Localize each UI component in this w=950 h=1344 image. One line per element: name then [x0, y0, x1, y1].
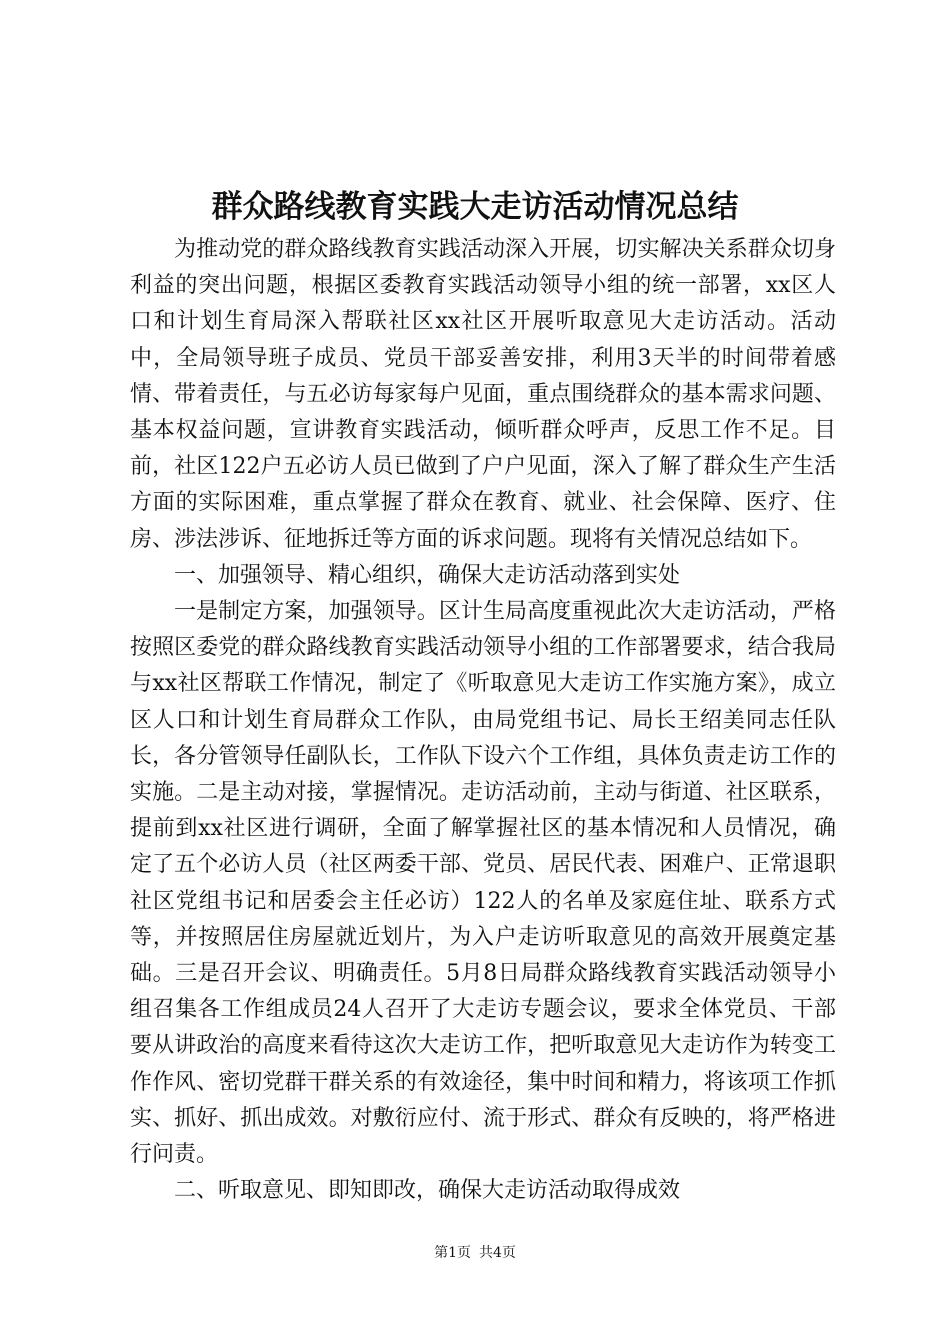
page-number: 第1页 — [434, 1245, 471, 1261]
section-heading-2: 二、听取意见、即知即改，确保大走访活动取得成效 — [174, 1178, 681, 1204]
section-1-paragraph: 一是制定方案，加强领导。区计生局高度重视此次大走访活动，严格按照区委党的群众路线教育实践活动领导小组的工作部署要求，结合我局与xx社区帮联工作情况，制定了《听取意见大走访工作实施方案》，成立区人口和计划生育局群众工作队，由局党组书记、局长王绍美同志任队长，各分管领导任副队长，工作队下设六个工作组，具体负责走访工作的实施。二是主动对接，掌握情况。走访活动前，主动与街道、社区联系，提前到xx社区进行调研，全面了解掌握社区的基本情况和人员情况，确定了五个必访人员（社区两委干部、党员、居民代表、困难户、正常退职社区党组书记和居委会主任必访）122人的名单及家庭住址、联系方式等，并按照居住房屋就近划片，为入户走访听取意见的高效开展奠定基础。三是召开会议、明确责任。5月8日局群众路线教育实践活动领导小组召集各工作组成员24人召开了大走访专题会议，要求全体党员、干部要从讲政治的高度来看待这次大走访工作，把听取意见大走访作为转变工作作风、密切党群干群关系的有效途径，集中时间和精力，将该项工作抓实、抓好、抓出成效。对敷衍应付、流于形式、群众有反映的，将严格进行问责。 — [130, 599, 836, 1168]
intro-paragraph: 为推动党的群众路线教育实践活动深入开展，切实解决关系群众切身利益的突出问题，根据区委教育实践活动领导小组的统一部署，xx区人口和计划生育局深入帮联社区xx社区开展听取意见大走访活动。活动中，全局领导班子成员、党员干部妥善安排，利用3天半的时间带着感情、带着责任，与五必访每家每户见面，重点围绕群众的基本需求问题、基本权益问题，宣讲教育实践活动，倾听群众呼声，反思工作不足。目前，社区122户五必访人员已做到了户户见面，深入了解了群众生产生活方面的实际困难，重点掌握了群众在教育、就业、社会保障、医疗、住房、涉法涉诉、征地拆迁等方面的诉求问题。现将有关情况总结如下。 — [130, 237, 836, 552]
page-footer — [0, 1243, 950, 1263]
document-body — [130, 232, 836, 1209]
section-heading-1: 一、加强领导、精心组织，确保大走访活动落到实处 — [174, 562, 681, 588]
document-title: 群众路线教育实践大走访活动情况总结 — [211, 189, 739, 225]
page-total: 共4页 — [479, 1245, 516, 1261]
